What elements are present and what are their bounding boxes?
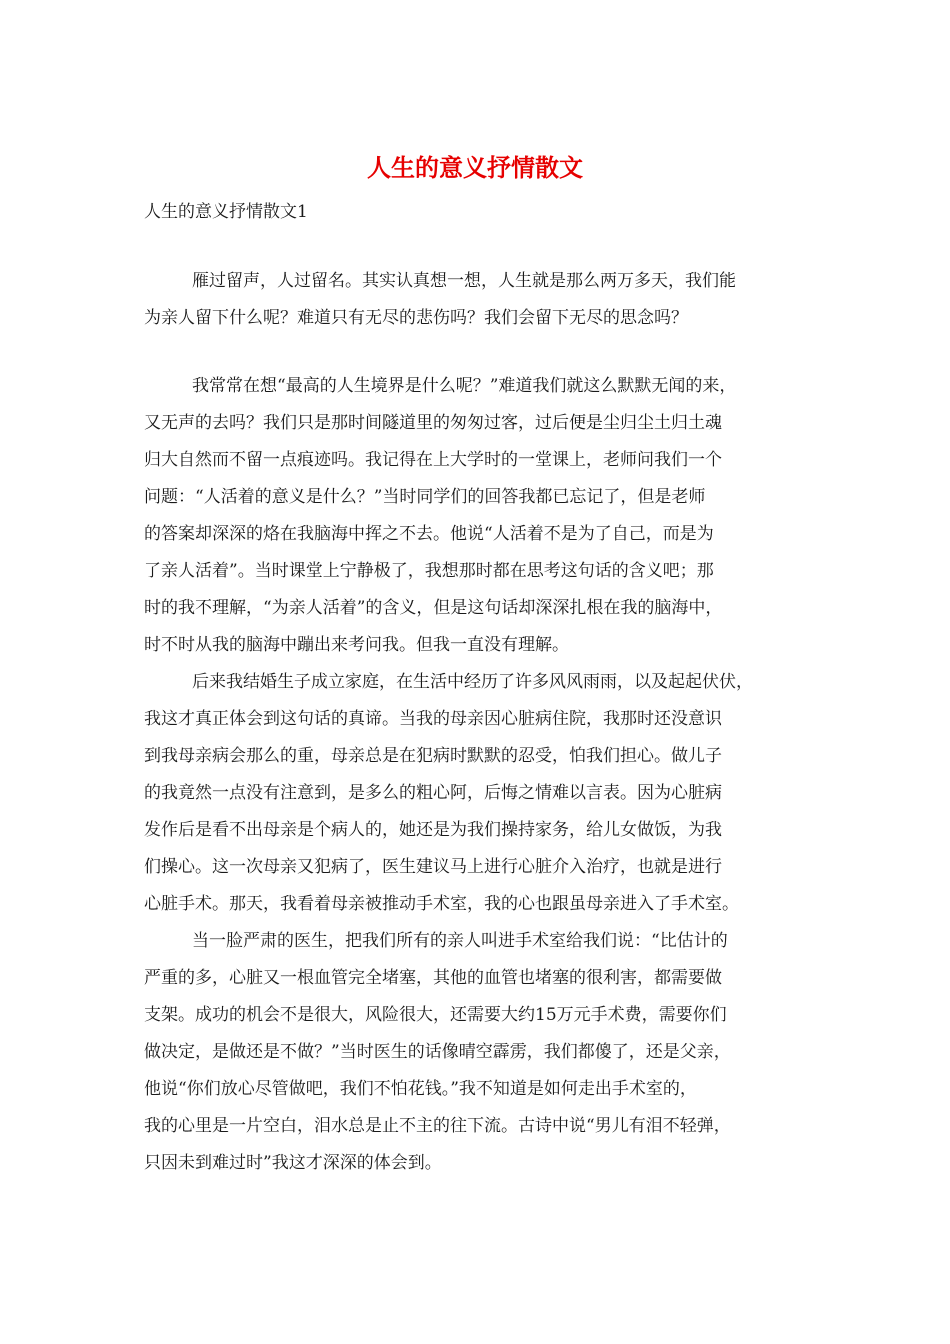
text-line: 问题：“人活着的意义是什么？”当时同学们的回答我都已忘记了，但是老师	[144, 487, 706, 507]
text-line: 为亲人留下什么呢？难道只有无尽的悲伤吗？我们会留下无尽的思念吗？	[144, 308, 688, 328]
text-line: 到我母亲病会那么的重，母亲总是在犯病时默默的忍受，怕我们担心。做儿子	[144, 746, 722, 766]
text-line: 心脏手术。那天，我看着母亲被推动手术室，我的心也跟虽母亲进入了手术室。	[144, 894, 739, 914]
text-line: 当一脸严肃的医生，把我们所有的亲人叫进手术室给我们说：“比估计的	[192, 931, 728, 951]
text-line: 我的心里是一片空白，泪水总是止不主的往下流。古诗中说“男儿有泪不轻弹，	[144, 1116, 731, 1136]
text-line: 时不时从我的脑海中蹦出来考问我。但我一直没有理解。	[144, 635, 569, 655]
text-line: 后来我结婚生子成立家庭，在生活中经历了许多风风雨雨，以及起起伏伏，	[192, 672, 753, 692]
text-line: 严重的多，心脏又一根血管完全堵塞，其他的血管也堵塞的很利害，都需要做	[144, 968, 722, 988]
text-line: 又无声的去吗？我们只是那时间隧道里的匆匆过客，过后便是尘归尘土归土魂	[144, 413, 722, 433]
section-heading: 人生的意义抒情散文1	[144, 202, 308, 222]
text-line: 的答案却深深的烙在我脑海中挥之不去。他说“人活着不是为了自己，而是为	[144, 524, 714, 544]
text-line: 发作后是看不出母亲是个病人的，她还是为我们操持家务，给儿女做饭，为我	[144, 820, 722, 840]
text-line: 们操心。这一次母亲又犯病了，医生建议马上进行心脏介入治疗，也就是进行	[144, 857, 722, 877]
text-line: 时的我不理解，“为亲人活着”的含义，但是这句话却深深扎根在我的脑海中，	[144, 598, 723, 618]
text-line: 归大自然而不留一点痕迹吗。我记得在上大学时的一堂课上，老师问我们一个	[144, 450, 722, 470]
text-line: 雁过留声，人过留名。其实认真想一想，人生就是那么两万多天，我们能	[192, 271, 736, 291]
text-line: 他说“你们放心尽管做吧，我们不怕花钱。”我不知道是如何走出手术室的，	[144, 1079, 697, 1099]
text-line: 了亲人活着”。当时课堂上宁静极了，我想那时都在思考这句话的含义吧；那	[144, 561, 714, 581]
text-line: 我这才真正体会到这句话的真谛。当我的母亲因心脏病住院，我那时还没意识	[144, 709, 722, 729]
text-line: 做决定，是做还是不做？”当时医生的话像晴空霹雳，我们都傻了，还是父亲，	[144, 1042, 731, 1062]
document-title: 人生的意义抒情散文	[367, 153, 583, 182]
text-line: 我常常在想“最高的人生境界是什么呢？”难道我们就这么默默无闻的来，	[192, 376, 737, 396]
text-line: 的我竟然一点没有注意到，是多么的粗心阿，后悔之情难以言表。因为心脏病	[144, 783, 722, 803]
text-line: 只因未到难过时”我这才深深的体会到。	[144, 1153, 442, 1173]
text-line: 支架。成功的机会不是很大，风险很大，还需要大约15万元手术费，需要你们	[144, 1005, 727, 1025]
